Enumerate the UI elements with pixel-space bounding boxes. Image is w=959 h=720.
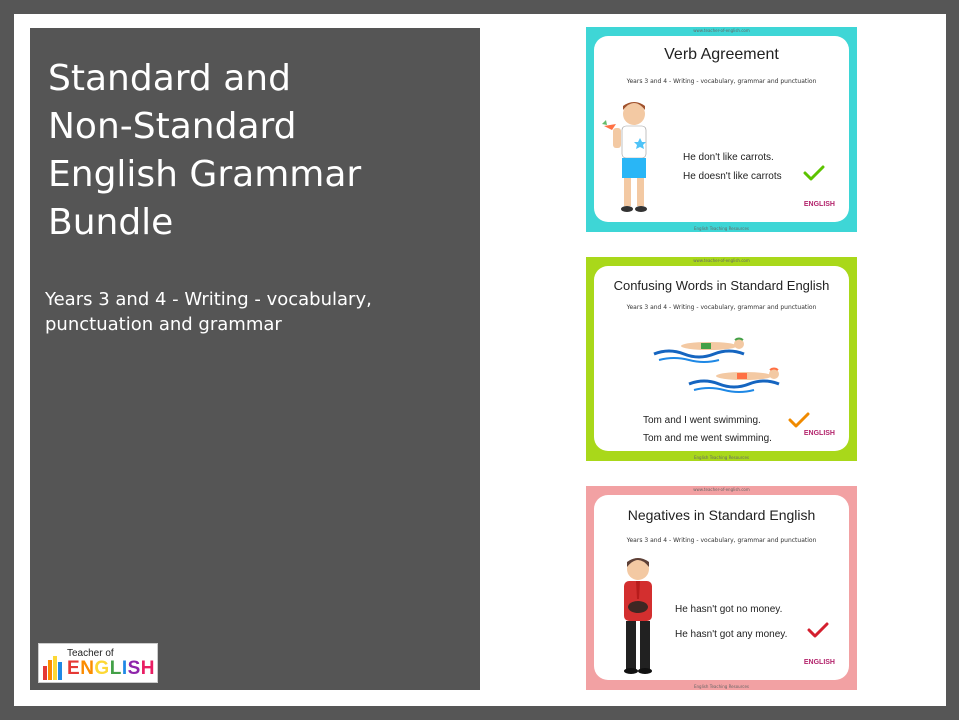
card-sentence-correct: He hasn't got any money. [675,629,788,640]
check-icon [803,165,825,181]
check-icon [807,622,829,638]
card-sentence-correct: He doesn't like carrots [683,171,782,182]
card-confusing-words [586,257,857,461]
swimmers-icon [649,326,799,396]
card-inner [594,266,849,451]
boy-holding-carrot-icon [598,96,668,221]
card-logo: ENGLISH [803,659,835,666]
check-icon [788,412,810,428]
card-footer: English Teaching Resources [693,455,749,460]
card-inner [594,36,849,222]
card-sentence-correct: Tom and I went swimming. [643,415,761,426]
card-title: Verb Agreement [664,46,779,63]
logo-text-main: ENGLISH [67,658,156,679]
card-logo: ENGLISH [803,201,835,208]
card-subtitle: Years 3 and 4 - Writing - vocabulary, grammar and punctuation [626,537,817,544]
bundle-subtitle: Years 3 and 4 - Writing - vocabulary, punctuation and grammar [45,289,372,335]
teacher-of-english-logo [38,643,158,683]
card-url: www.teacher-of-english.com [693,28,750,33]
card-sentence-incorrect: He don't like carrots. [683,152,774,163]
card-sentence-incorrect: He hasn't got no money. [675,604,783,615]
card-sentence-incorrect: Tom and me went swimming. [643,433,772,444]
card-logo: ENGLISH [803,430,835,437]
card-subtitle: Years 3 and 4 - Writing - vocabulary, grammar and punctuation [626,304,817,311]
card-subtitle: Years 3 and 4 - Writing - vocabulary, grammar and punctuation [626,78,817,85]
card-title: Confusing Words in Standard English [613,278,830,293]
logo-text-top: Teacher of [67,648,114,659]
card-verb-agreement [586,27,857,232]
card-inner [594,495,849,680]
card-title: Negatives in Standard English [627,507,816,523]
bundle-title: Standard and Non-Standard English Grammar Bundle [48,58,362,243]
card-negatives [586,486,857,690]
logo-bars-icon [43,652,65,680]
card-url: www.teacher-of-english.com [693,258,750,263]
card-footer: English Teaching Resources [693,226,749,231]
man-holding-wallet-icon [608,551,668,686]
card-url: www.teacher-of-english.com [693,487,750,492]
card-footer: English Teaching Resources [693,684,749,689]
